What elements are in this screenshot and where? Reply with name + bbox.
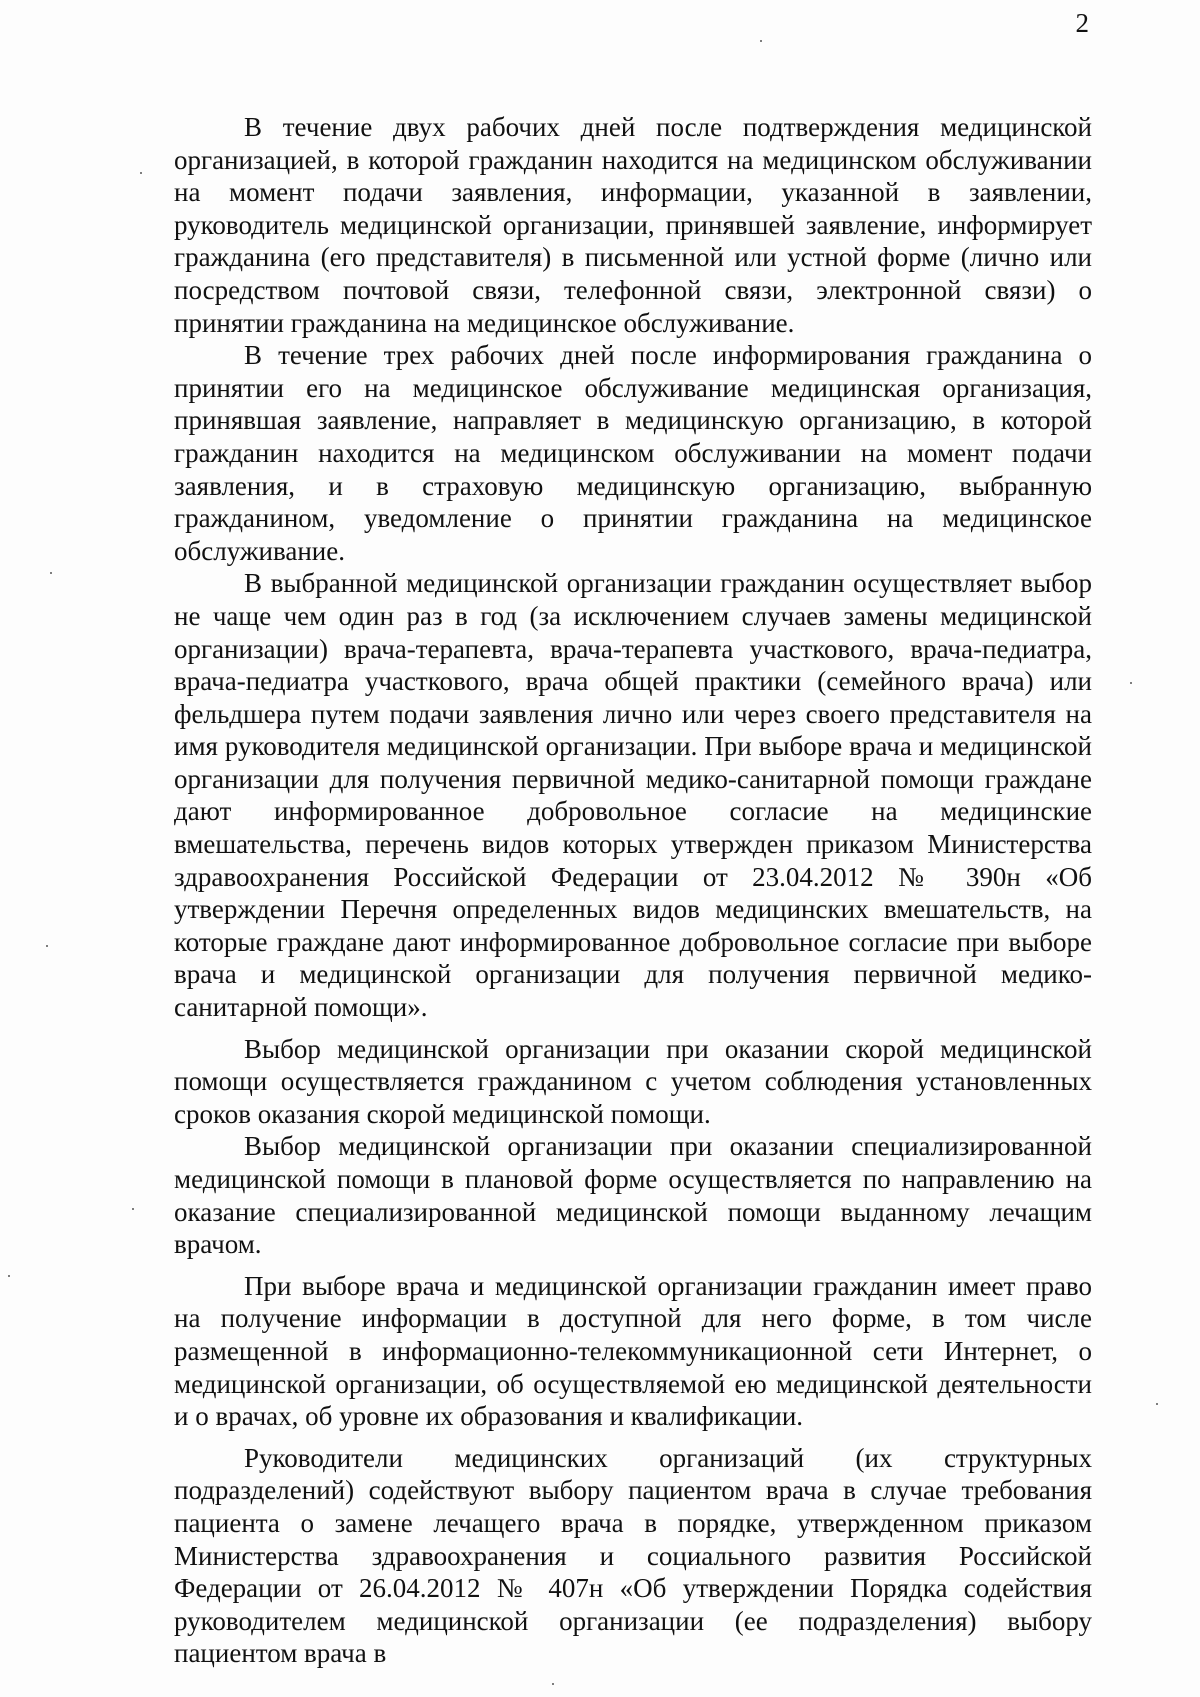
page-number: 2 bbox=[1075, 8, 1089, 38]
scan-speck bbox=[1156, 1403, 1158, 1405]
paragraph-acceptance-notification: В течение трех рабочих дней после информирования гражданина о принятии его на медицинское обслуживание медицинская организация, принявшая заявление, направляет в медицинскую организацию, в которой гражданин находится на медицинском обслуживании на момент подачи заявления, и в страховую медицинскую организацию, выбранную гражданином, уведомление о принятии гражданина на медицинское обслуживание. bbox=[174, 340, 1092, 566]
scan-speck bbox=[46, 945, 48, 947]
paragraph-doctor-choice: В выбранной медицинской организации гражданин осуществляет выбор не чаще чем один раз в год (за исключением случаев замены медицинской организации) врача-терапевта, врача-терапевта участкового, врача-педиатра, врача-педиатра участкового, врача общей практики (семейного врача) или фельдшера путем подачи заявления лично или через своего представителя на имя руководителя медицинской организации. При выборе врача и медицинской организации для получения первичной медико-санитарной помощи граждане дают информированное добровольное согласие на медицинские вмешательства, перечень видов которых утвержден приказом Министерства здравоохранения Российской Федерации от 23.04.2012 № 390н «Об утверждении Перечня определенных видов медицинских вмешательств, на которые граждане дают информированное добровольное согласие при выборе врача и медицинской организации для получения первичной медико-санитарной помощи». bbox=[174, 568, 1092, 1023]
scan-speck bbox=[132, 1208, 134, 1210]
paragraph-information-right: При выборе врача и медицинской организации гражданин имеет право на получение информации в доступной для него форме, в том числе размещенной в информационно-телекоммуникационной сети Интернет, о медицинской организации, об осуществляемой ею медицинской деятельности и о врачах, об уровне их образования и квалификации. bbox=[174, 1270, 1092, 1432]
scan-speck bbox=[1130, 682, 1132, 684]
scan-speck bbox=[50, 572, 52, 574]
scan-speck bbox=[140, 172, 142, 174]
scan-speck bbox=[760, 40, 762, 42]
scan-speck bbox=[8, 1275, 10, 1277]
document-body bbox=[174, 111, 1092, 1670]
paragraph-emergency-care: Выбор медицинской организации при оказании скорой медицинской помощи осуществляется гражданином с учетом соблюдения установленных сроков оказания скорой медицинской помощи. bbox=[174, 1033, 1092, 1129]
paragraph-confirmation-notice: В течение двух рабочих дней после подтверждения медицинской организацией, в которой гражданин находится на медицинском обслуживании на момент подачи заявления, информации, указанной в заявлении, руководитель медицинской организации, принявшей заявление, информирует гражданина (его представителя) в письменной или устной форме (лично или посредством почтовой связи, телефонной связи, электронной связи) о принятии гражданина на медицинское обслуживание. bbox=[174, 112, 1092, 338]
scan-speck bbox=[552, 1683, 554, 1685]
paragraph-specialized-care: Выбор медицинской организации при оказании специализированной медицинской помощи в плановой форме осуществляется по направлению на оказание специализированной медицинской помощи выданному лечащим врачом. bbox=[174, 1131, 1092, 1260]
paragraph-doctor-replacement: Руководители медицинских организаций (их структурных подразделений) содействуют выбору пациентом врача в случае требования пациента о замене лечащего врача в порядке, утвержденном приказом Министерства здравоохранения и социального развития Российской Федерации от 26.04.2012 № 407н «Об утверждении Порядка содействия руководителем медицинской организации (ее подразделения) выбору пациентом врача в bbox=[174, 1442, 1092, 1669]
